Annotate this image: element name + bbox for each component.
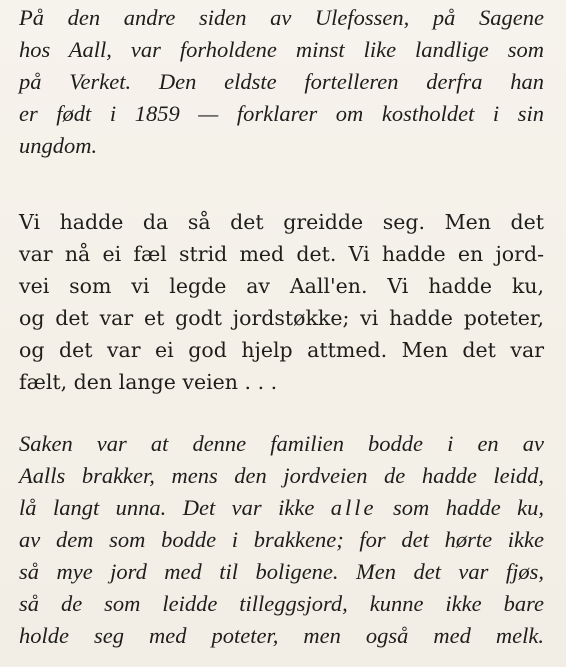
text-line: Aalls brakker, mens den jordveien de hadde leidd, — [19, 463, 544, 488]
text-line: vei som vi legde av Aall'en. Vi hadde ku, — [19, 274, 544, 298]
text-line: fælt, den lange veien . . . — [19, 370, 278, 394]
text-line: ungdom. — [19, 133, 98, 158]
text-segment: som hadde ku, — [392, 495, 544, 520]
text-line: og det var ei god hjelp attmed. Men det var — [19, 338, 544, 362]
paragraph-quote — [19, 206, 544, 398]
text-line: Vi hadde da så det greidde seg. Men det — [19, 210, 544, 234]
text-line: hos Aall, var forholdene minst like landlige som — [19, 37, 544, 62]
paragraph-intro — [19, 2, 544, 162]
text-line — [19, 492, 544, 524]
paragraph-commentary — [19, 428, 544, 652]
text-segment: lå langt unna. Det var ikke — [19, 495, 315, 520]
text-line: på Verket. Den eldste fortelleren derfra han — [19, 69, 544, 94]
emphasized-word: alle — [330, 495, 377, 520]
text-line: Saken var at denne familien bodde i en av — [19, 431, 544, 456]
text-line: På den andre siden av Ulefossen, på Sagene — [19, 5, 544, 30]
text-line: var nå ei fæl strid med det. Vi hadde en jord- — [19, 242, 544, 266]
text-line: er født i 1859 — forklarer om kostholdet i sin — [19, 101, 544, 126]
text-line: så mye jord med til boligene. Men det var fjøs, — [19, 559, 544, 584]
text-line: og det var et godt jordstøkke; vi hadde poteter, — [19, 306, 544, 330]
text-line: så de som leidde tilleggsjord, kunne ikke bare — [19, 591, 544, 616]
text-line: holde seg med poteter, men også med melk. — [19, 623, 544, 648]
text-line: av dem som bodde i brakkene; for det hørte ikke — [19, 527, 544, 552]
